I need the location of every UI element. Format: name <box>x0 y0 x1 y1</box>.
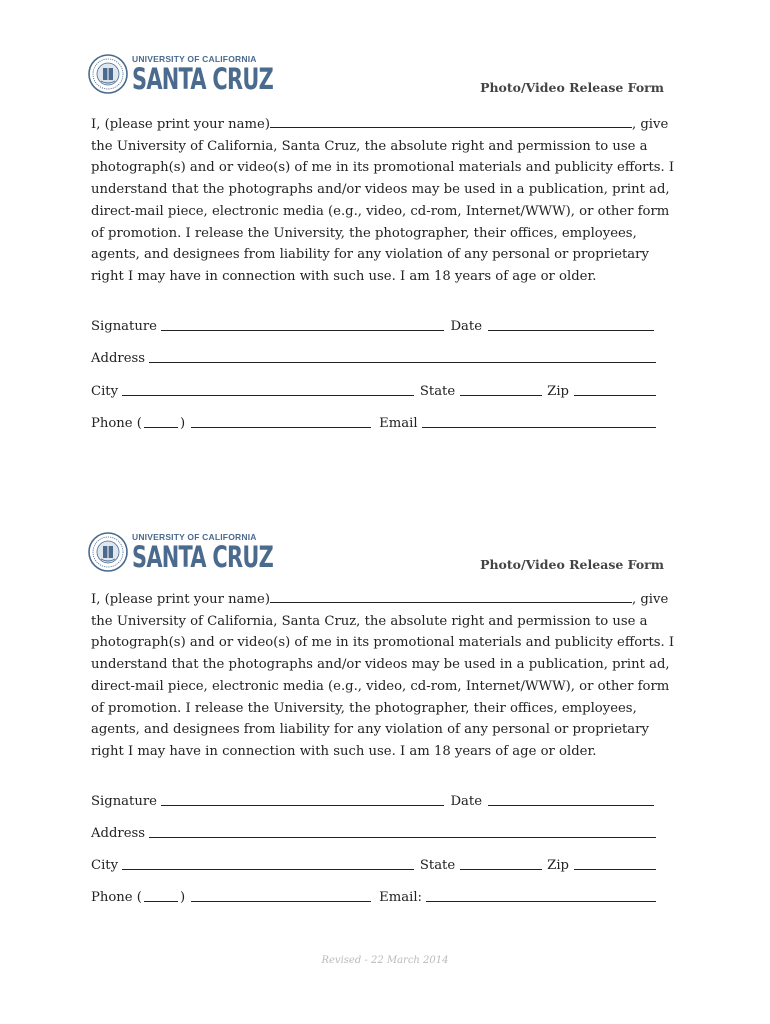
logo-university-text: UNIVERSITY OF CALIFORNIA <box>132 532 257 542</box>
date-line[interactable] <box>488 793 654 806</box>
revision-footer: Revised - 22 March 2014 <box>321 955 449 966</box>
area-code-line[interactable] <box>144 889 178 902</box>
phone-close-paren: ) <box>179 890 186 905</box>
date-label: Date <box>450 319 482 334</box>
email-line[interactable] <box>422 415 656 428</box>
name-suffix: , give the <box>91 117 669 154</box>
name-prefix: I, (please print your name) <box>91 592 270 607</box>
city-row <box>91 383 656 399</box>
address-row <box>91 350 656 366</box>
city-label: City <box>91 858 119 873</box>
ucsc-logo <box>88 54 328 94</box>
signature-line[interactable] <box>161 793 445 806</box>
release-paragraph <box>91 589 681 763</box>
name-line[interactable] <box>270 115 632 128</box>
address-label: Address <box>91 826 146 841</box>
release-body: University of California, Santa Cruz, the absolute right and permission to use a photograph(s) and or video(s) of me in its promotional materials and publicity efforts. I understand that the photographs and/or videos may be used in a publication, print ad, direct-mail piece, electronic media (e.g., video, cd-rom, Internet/WWW), or other form of promotion. I release the University, the photographer, their offices, employees, agents, and designees from liability for any violation of any personal or proprietary right I may have in connection with such use. I am 18 years of age or older. <box>91 613 675 759</box>
form-title: Photo/Video Release Form <box>480 557 664 572</box>
phone-line[interactable] <box>191 415 371 428</box>
signature-label: Signature <box>91 319 157 334</box>
zip-label: Zip <box>547 384 569 399</box>
release-paragraph <box>91 114 681 288</box>
phone-row <box>91 415 656 431</box>
state-label: State <box>419 384 456 399</box>
logo-university-text: UNIVERSITY OF CALIFORNIA <box>132 54 257 64</box>
uc-seal-icon <box>88 54 128 94</box>
state-line[interactable] <box>460 383 542 396</box>
state-line[interactable] <box>460 857 542 870</box>
phone-row <box>91 889 656 905</box>
phone-label: Phone ( <box>91 890 142 905</box>
zip-line[interactable] <box>574 857 656 870</box>
signature-row <box>91 793 656 809</box>
date-label: Date <box>450 794 482 809</box>
phone-line[interactable] <box>191 889 371 902</box>
signature-label: Signature <box>91 794 157 809</box>
uc-seal-icon <box>88 532 128 572</box>
name-line[interactable] <box>270 590 632 603</box>
logo-campus-text: SANTA CRUZ <box>132 62 274 96</box>
zip-line[interactable] <box>574 383 656 396</box>
city-label: City <box>91 384 119 399</box>
name-suffix: , give the <box>91 592 669 629</box>
ucsc-logo <box>88 532 328 572</box>
phone-label: Phone ( <box>91 416 142 431</box>
email-line[interactable] <box>426 889 656 902</box>
phone-close-paren: ) <box>179 416 186 431</box>
date-line[interactable] <box>488 318 654 331</box>
email-label: Email <box>379 416 418 431</box>
address-label: Address <box>91 351 146 366</box>
area-code-line[interactable] <box>144 415 178 428</box>
form-title: Photo/Video Release Form <box>480 80 664 95</box>
name-prefix: I, (please print your name) <box>91 117 270 132</box>
email-label: Email: <box>379 890 422 905</box>
signature-line[interactable] <box>161 318 445 331</box>
city-line[interactable] <box>122 383 414 396</box>
address-line[interactable] <box>149 350 656 363</box>
state-label: State <box>419 858 456 873</box>
release-body: University of California, Santa Cruz, the absolute right and permission to use a photograph(s) and or video(s) of me in its promotional materials and publicity efforts. I understand that the photographs and/or videos may be used in a publication, print ad, direct-mail piece, electronic media (e.g., video, cd-rom, Internet/WWW), or other form of promotion. I release the University, the photographer, their offices, employees, agents, and designees from liability for any violation of any personal or proprietary right I may have in connection with such use. I am 18 years of age or older. <box>91 138 675 284</box>
address-row <box>91 825 656 841</box>
city-row <box>91 857 656 873</box>
signature-row <box>91 318 656 334</box>
zip-label: Zip <box>547 858 569 873</box>
address-line[interactable] <box>149 825 656 838</box>
logo-campus-text: SANTA CRUZ <box>132 540 274 574</box>
city-line[interactable] <box>122 857 414 870</box>
